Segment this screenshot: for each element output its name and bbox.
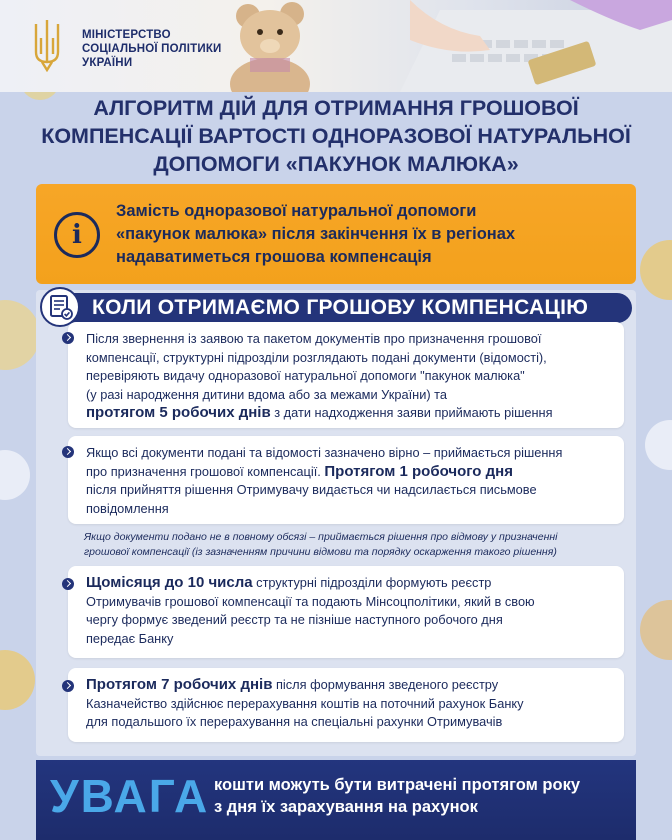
info-text	[116, 200, 624, 269]
teddy-bear-image	[200, 0, 340, 92]
step-1-line: (у разі народження дитини вдома або за межами України) та	[86, 386, 447, 402]
step-card-2	[68, 436, 624, 524]
info-line-2: «пакунок малюка» після закінчення їх в регіонах	[116, 225, 516, 243]
attention-line-1: кошти можуть бути витрачені протягом року	[214, 776, 580, 794]
step-2-line: повідомлення	[86, 500, 169, 516]
title-line-1: АЛГОРИТМ ДІЙ ДЛЯ ОТРИМАННЯ ГРОШОВОЇ	[93, 96, 579, 120]
bokeh-circle	[640, 600, 672, 660]
step-4-line	[86, 676, 612, 695]
step-1-deadline: протягом 5 робочих днів	[86, 404, 271, 421]
step-bullet-icon	[62, 332, 74, 344]
title-line-3: ДОПОМОГИ «ПАКУНОК МАЛЮКА»	[153, 152, 519, 176]
title-line-2: КОМПЕНСАЦІЇ ВАРТОСТІ ОДНОРАЗОВОЇ НАТУРАЛЬНОЇ	[41, 124, 631, 148]
attention-footer	[36, 760, 636, 840]
info-line-3: надаватиметься грошова компенсація	[116, 248, 432, 266]
bokeh-circle	[645, 420, 672, 470]
ministry-line-1: МІНІСТЕРСТВО	[82, 29, 171, 41]
step-2-deadline: Протягом 1 робочого дня	[324, 462, 513, 480]
laptop-hands-image	[380, 0, 672, 92]
section-heading: КОЛИ ОТРИМАЄМО ГРОШОВУ КОМПЕНСАЦІЮ	[92, 296, 589, 319]
attention-message	[214, 774, 580, 818]
bokeh-circle	[0, 300, 40, 370]
section-heading-bar	[50, 293, 632, 323]
step-4-part: після формування зведеного реєстру	[272, 677, 499, 692]
step-bullet-icon	[62, 578, 74, 590]
step-2-part: про призначення грошової компенсації.	[86, 463, 325, 479]
step-1-line: компенсації, структурні підрозділи розглядають подані документи (відомості),	[86, 349, 547, 365]
step-1-line: Після звернення із заявою та пакетом документів про призначення грошової	[86, 331, 542, 346]
info-line-1: Замість одноразової натуральної допомоги	[116, 202, 477, 220]
step-3-line: передає Банку	[86, 630, 174, 646]
step-bullet-icon	[62, 446, 74, 458]
step-bullet-icon	[62, 680, 74, 692]
step-card-4	[68, 668, 624, 742]
info-icon: i	[54, 212, 100, 258]
step-card-1	[68, 322, 624, 428]
step-2-text	[86, 444, 612, 518]
step-3-part: структурні підрозділи формують реєстр	[252, 575, 492, 590]
step-2-line: Якщо всі документи подані та відомості зазначено вірно – приймається рішення	[86, 445, 563, 460]
step-1-tail: з дати надходження заяви приймають рішення	[270, 405, 553, 420]
step-1-line: перевіряють видачу одноразової натуральної допомоги "пакунок малюка"	[86, 368, 525, 383]
step-4-line: для подальшого їх перерахування на спеціальні рахунки Отримувачів	[86, 714, 503, 729]
bokeh-circle	[640, 240, 672, 300]
bokeh-circle	[0, 650, 35, 710]
step-1-text	[86, 330, 612, 423]
ministry-line-2: СОЦІАЛЬНОЇ ПОЛІТИКИ	[82, 43, 222, 55]
step-3-deadline: Щомісяця до 10 числа	[86, 574, 253, 591]
step-3-line: чергу формує зведений реєстр та не пізніше наступного робочого дня	[86, 612, 503, 627]
step-4-line: Казначейство здійснює перерахування коштів на поточний рахунок Банку	[86, 695, 524, 711]
document-check-icon	[40, 287, 80, 327]
ministry-line-3: УКРАЇНИ	[82, 57, 133, 69]
step-3-line	[86, 574, 612, 593]
note-line-1: Якщо документи подано не в повному обсязі – приймається рішення про відмову у призначенні	[84, 531, 558, 543]
page-title	[30, 94, 642, 178]
attention-line-2: з дня їх зарахування на рахунок	[214, 798, 478, 816]
step-1-line	[86, 404, 612, 423]
step-2-line	[86, 463, 612, 482]
attention-label: УВАГА	[50, 770, 210, 822]
note-line-2: грошової компенсації (із зазначенням причини відмови та порядку оскарження такого рішення)	[84, 546, 557, 558]
step-3-text	[86, 574, 612, 648]
step-card-3	[68, 566, 624, 658]
info-box	[36, 184, 636, 284]
step-3-line: Отримувачів грошової компенсації та подають Мінсоцполітики, який в свою	[86, 593, 535, 609]
step-4-deadline: Протягом 7 робочих днів	[86, 676, 273, 693]
header-banner	[0, 0, 672, 92]
step-2-line: після прийняття рішення Отримувачу видається чи надсилається письмове	[86, 482, 537, 497]
trident-emblem-icon	[30, 18, 64, 72]
refusal-note	[84, 530, 624, 560]
step-4-text	[86, 676, 612, 732]
bokeh-circle	[0, 450, 30, 500]
